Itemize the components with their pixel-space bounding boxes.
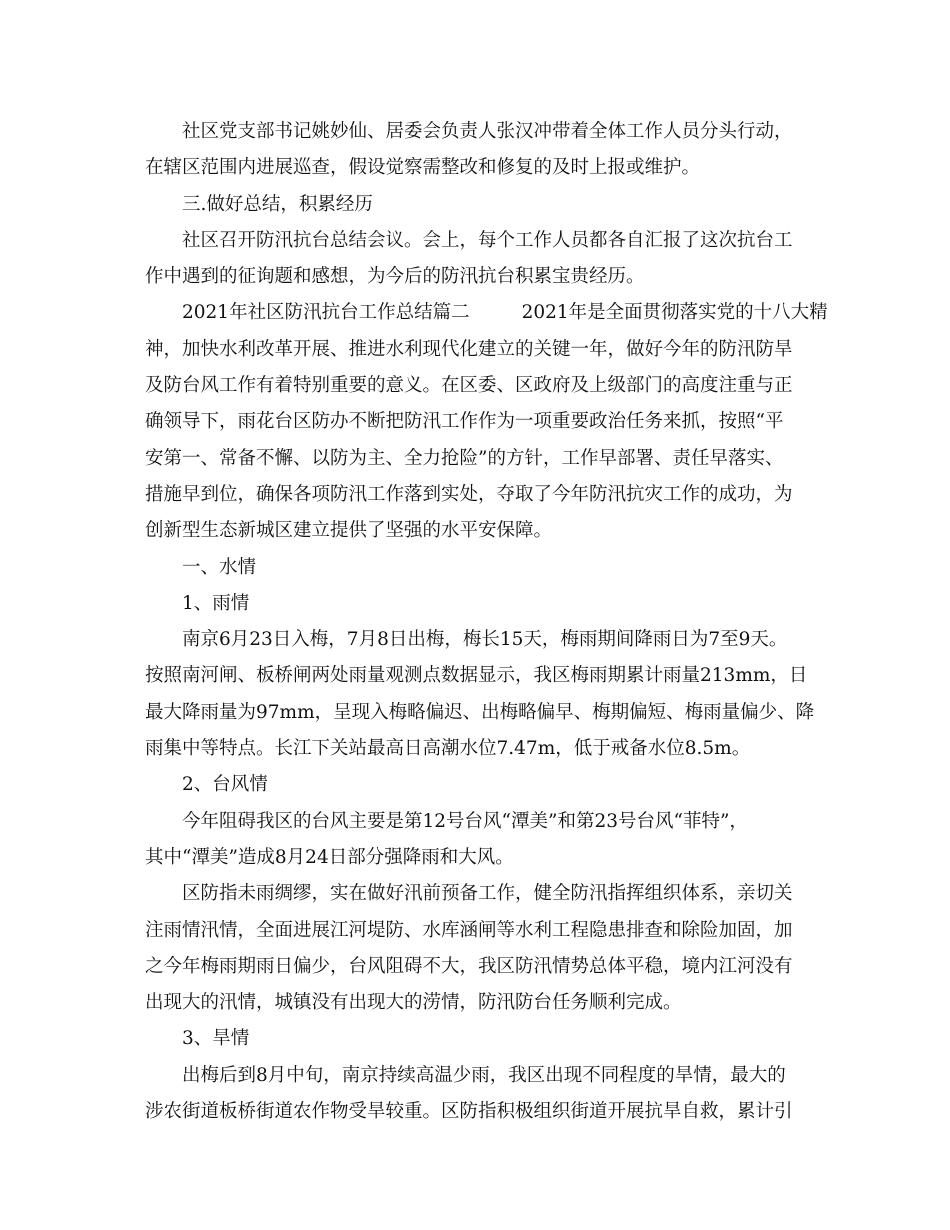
text-line: 确领导下，雨花台区防办不断把防汛工作作为一项重要政治任务来抓，按照“平 (145, 411, 784, 433)
text-line: 注雨情汛情，全面进展江河堤防、水库涵闸等水利工程隐患排查和除险加固，加 (145, 919, 793, 941)
text-line-with-title (145, 295, 828, 331)
text-segment: 2021年是全面贯彻落实党的十八大精 (521, 302, 828, 324)
text-line: 出现大的汛情，城镇没有出现大的涝情，防汛防台任务顺利完成。 (145, 992, 682, 1014)
section-heading: 一、水情 (182, 556, 257, 578)
text-line: 创新型生态新城区建立提供了坚强的水平安保障。 (145, 520, 553, 542)
document-body (145, 114, 828, 1130)
subsection-heading: 1、雨情 (182, 592, 250, 614)
subsection-heading: 3、旱情 (182, 1028, 250, 1050)
text-line: 出梅后到8月中旬，南京持续高温少雨，我区出现不同程度的旱情，最大的 (182, 1064, 786, 1086)
text-line: 社区召开防汛抗台总结会议。会上，每个工作人员都各自汇报了这次抗台工 (182, 229, 793, 251)
text-line: 在辖区范围内进展巡查，假设觉察需整改和修复的及时上报或维护。 (145, 157, 701, 179)
text-line: 今年阻碍我区的台风主要是第12号台风“潭美”和第23号台风“菲特”， (182, 810, 748, 832)
text-line: 及防台风工作有着特别重要的意义。在区委、区政府及上级部门的高度注重与正 (145, 375, 793, 397)
text-line: 安第一、常备不懈、以防为主、全力抢险”的方针，工作早部署、责任早落实、 (145, 447, 784, 469)
text-line: 社区党支部书记姚妙仙、居委会负责人张汉冲带着全体工作人员分头行动， (182, 121, 793, 142)
text-line: 南京6月23日入梅，7月8日出梅，梅长15天，梅雨期间降雨日为7至9天。 (182, 629, 788, 651)
text-line: 之今年梅雨期雨日偏少，台风阻碍不大，我区防汛情势总体平稳，境内江河没有 (145, 955, 793, 977)
text-line: 雨集中等特点。长江下关站最高日高潮水位7.47m，低于戒备水位8.5m。 (145, 738, 751, 760)
text-line: 措施早到位，确保各项防汛工作落到实处，夺取了今年防汛抗灾工作的成功，为 (145, 483, 793, 505)
text-line: 区防指未雨绸缪，实在做好汛前预备工作，健全防汛指挥组织体系，亲切关 (182, 883, 793, 905)
text-line: 涉农街道板桥街道农作物受旱较重。区防指积极组织街道开展抗旱自救，累计引 (145, 1101, 793, 1123)
text-line: 神，加快水利改革开展、推进水利现代化建立的关键一年，做好今年的防汛防旱 (145, 338, 793, 360)
text-line: 其中“潭美”造成8月24日部分强降雨和大风。 (145, 846, 514, 868)
article-title: 2021年社区防汛抗台工作总结篇二 (182, 302, 470, 324)
subsection-heading: 2、台风情 (182, 774, 268, 796)
section-heading: 三.做好总结，积累经历 (182, 193, 373, 215)
text-line: 作中遇到的征询题和感想，为今后的防汛抗台积累宝贵经历。 (145, 266, 645, 288)
text-line: 最大降雨量为97mm，呈现入梅略偏迟、出梅略偏早、梅期偏短、梅雨量偏少、降 (145, 701, 815, 723)
text-line: 按照南河闸、板桥闸两处雨量观测点数据显示，我区梅雨期累计雨量213mm，日 (145, 665, 808, 687)
